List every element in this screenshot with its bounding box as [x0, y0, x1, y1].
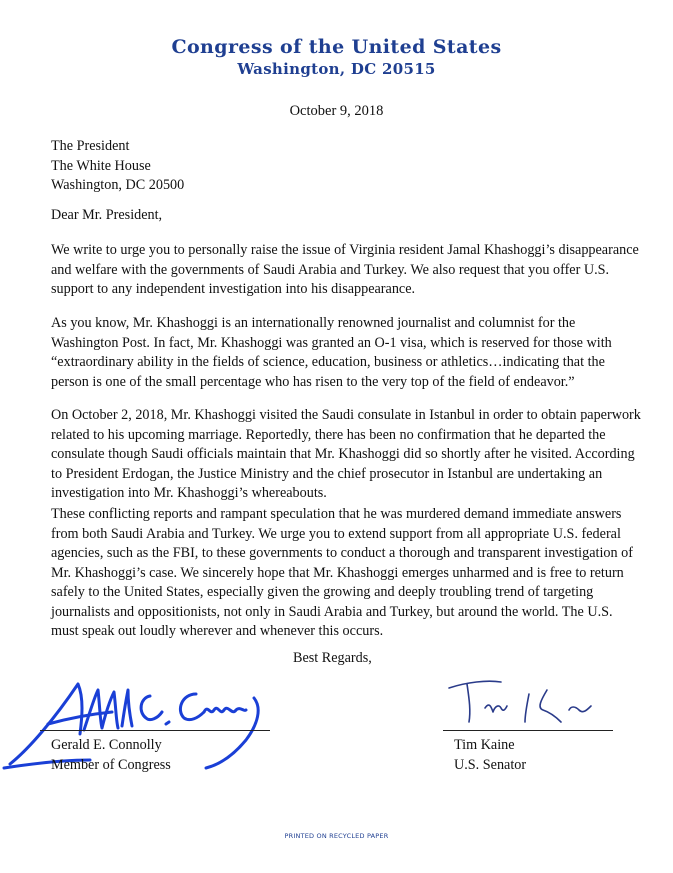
body-paragraph-1: We write to urge you to personally raise the issue of Virginia resident Jamal Khashoggi’s disappearance and welfare with the governments of Saudi Arabia and Turkey. We also request that you offer U.S. support to any independent investigation into his disappearance. — [51, 242, 639, 297]
signatory-title: Member of Congress — [51, 756, 171, 773]
body-paragraph-2: As you know, Mr. Khashoggi is an internationally renowned journalist and columnist for the Washington Post. In fact, Mr. Khashoggi was granted an O-1 visa, which is reserved for those with “extraordinary ability in the fields of science, education, business or athletics…indicating that the person is one of the small percentage who has risen to the very top of the field of endeavor.” — [51, 315, 612, 390]
signatory-name: Gerald E. Connolly — [51, 737, 162, 753]
signatory-name: Tim Kaine — [454, 737, 515, 753]
salutation: Dear Mr. President, — [51, 207, 163, 223]
closing: Best Regards, — [293, 650, 372, 666]
kaine-signature — [445, 676, 615, 732]
signatory-connolly — [51, 736, 171, 775]
body-paragraph-4: These conflicting reports and rampant speculation that he was murdered demand immediate answers from both Saudi Arabia and Turkey. We urge you to extend support from all appropriate U.S. federal agencies, such as the FBI, to these governments to conduct a thorough and transparent investigation of Mr. Khashoggi’s case. We sincerely hope that Mr. Khashoggi emerges unharmed and is free to return safely to the United States, especially given the growing and deeply troubling trend of targeting journalists and oppositionists, not only in Saudi Arabia and Turkey, but around the world. The U.S. must speak out loudly wherever and whenever this occurs. — [51, 506, 633, 639]
recipient-line: The White House — [51, 157, 151, 174]
signatory-title: U.S. Senator — [454, 756, 527, 773]
signature-line-right — [443, 730, 613, 731]
letterhead-location: Washington, DC 20515 — [237, 60, 436, 78]
recipient-address — [51, 137, 641, 196]
body-paragraph-3: On October 2, 2018, Mr. Khashoggi visited the Saudi consulate in Istanbul in order to obtain paperwork related to his upcoming marriage. Reportedly, there has been no confirmation that he departed the consulate though Saudi officials maintain that Mr. Khashoggi did so shortly after he visited. According to President Erdogan, the Justice Ministry and the chief prosecutor in Istanbul are undertaking an investigation into Mr. Khashoggi’s whereabouts. — [51, 407, 641, 501]
recycled-paper-note: PRINTED ON RECYCLED PAPER — [284, 832, 389, 840]
letter-date: October 9, 2018 — [289, 103, 384, 119]
recipient-line: Washington, DC 20500 — [51, 177, 185, 193]
signatory-kaine — [454, 736, 526, 775]
letterhead-title: Congress of the United States — [171, 36, 502, 58]
recipient-line: The President — [51, 138, 130, 154]
signature-line-left — [40, 730, 270, 731]
